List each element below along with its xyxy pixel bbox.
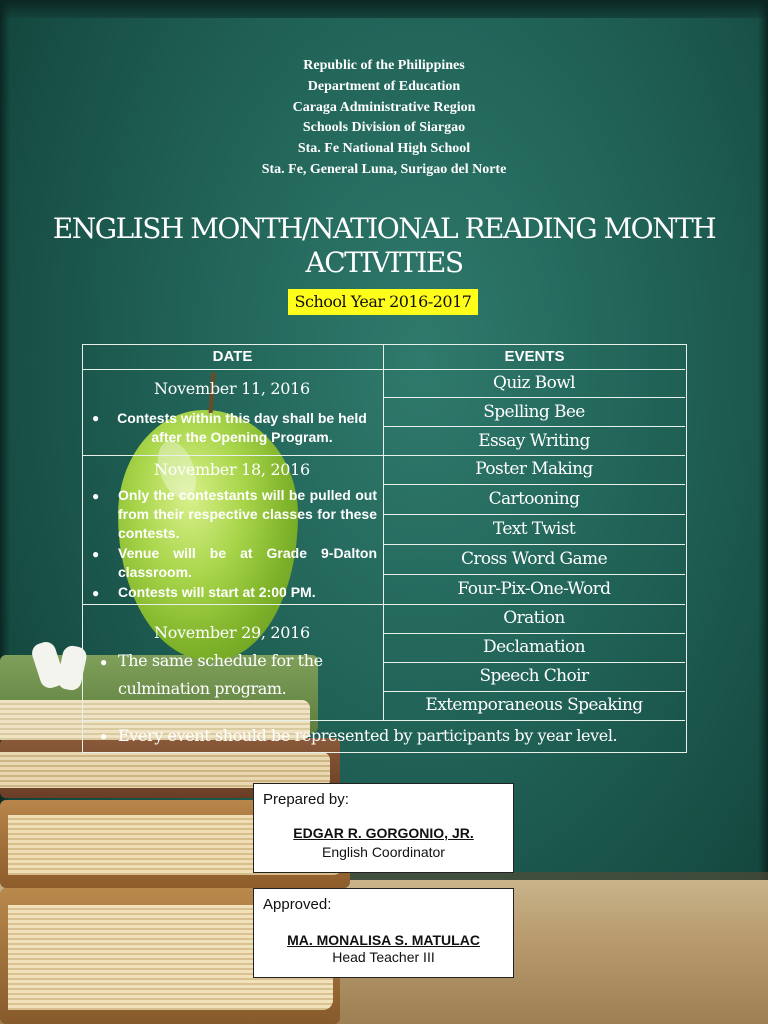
date-note: Venue will be at Grade 9-Dalton classroom. (118, 545, 377, 580)
approved-label: Approved: (263, 896, 332, 913)
date-cell: November 11, 2016 (154, 379, 310, 398)
event-cell: Extemporaneous Speaking (425, 695, 643, 715)
bullet-icon: ● (92, 489, 100, 503)
event-cell: Four-Pix-One-Word (457, 579, 611, 599)
header-line: Republic of the Philippines (303, 58, 465, 73)
prepared-by-name (254, 825, 513, 841)
title-line-1: ENGLISH MONTH/NATIONAL READING MONTH (52, 212, 716, 245)
date-note: Contests within this day shall be held after the Opening Program. (117, 410, 367, 445)
bullet-icon: ● (100, 729, 108, 743)
approved-name-text: MA. MONALISA S. MATULAC (287, 932, 480, 948)
prepared-by-label: Prepared by: (263, 791, 349, 808)
event-cell: Poster Making (475, 459, 593, 479)
bullet-icon: ● (92, 586, 100, 600)
title-line-2: ACTIVITIES (305, 246, 463, 279)
events-column-header: EVENTS (504, 348, 565, 365)
date-note: Only the contestants will be pulled out from their respective classes for these contests. (118, 487, 377, 541)
date-cell: November 29, 2016 (154, 623, 310, 642)
header-line: Department of Education (307, 78, 461, 94)
date-cell: November 18, 2016 (154, 460, 310, 479)
event-cell: Declamation (483, 637, 585, 657)
table-footer-note: Every event should be represented by participants by year level. (118, 726, 618, 745)
approved-role: Head Teacher III (332, 949, 435, 965)
header-line: Schools Division of Siargao (302, 120, 466, 136)
event-cell: Quiz Bowl (493, 373, 575, 393)
approved-name (254, 932, 513, 948)
prepared-by-name-text: EDGAR R. GORGONIO, JR. (293, 825, 474, 841)
bullet-icon: ● (92, 411, 100, 425)
table-row-divider (82, 720, 685, 721)
header-line: Caraga Administrative Region (292, 99, 476, 115)
date-note: Contests will start at 2:00 PM. (118, 584, 316, 600)
event-cell: Cartooning (488, 489, 580, 509)
school-header (0, 56, 768, 181)
event-cell: Essay Writing (478, 431, 590, 451)
date-note: The same schedule for the culmination program. (118, 651, 323, 698)
school-year-badge: School Year 2016-2017 (288, 289, 478, 315)
chalkboard-frame-top (0, 0, 768, 18)
header-line: Sta. Fe, General Luna, Surigao del Norte (261, 161, 507, 177)
page-title (0, 212, 768, 280)
event-cell: Oration (503, 608, 565, 628)
bullet-icon: ● (92, 547, 100, 561)
bullet-icon: ● (100, 655, 108, 669)
event-cell: Text Twist (492, 519, 576, 539)
event-cell: Cross Word Game (460, 549, 608, 569)
date-column-header: DATE (212, 348, 253, 365)
prepared-by-box (253, 783, 514, 873)
approved-box (253, 888, 514, 978)
prepared-by-role: English Coordinator (322, 844, 445, 860)
event-cell: Speech Choir (479, 666, 589, 686)
header-line: Sta. Fe National High School (297, 141, 471, 157)
event-cell: Spelling Bee (483, 402, 585, 422)
